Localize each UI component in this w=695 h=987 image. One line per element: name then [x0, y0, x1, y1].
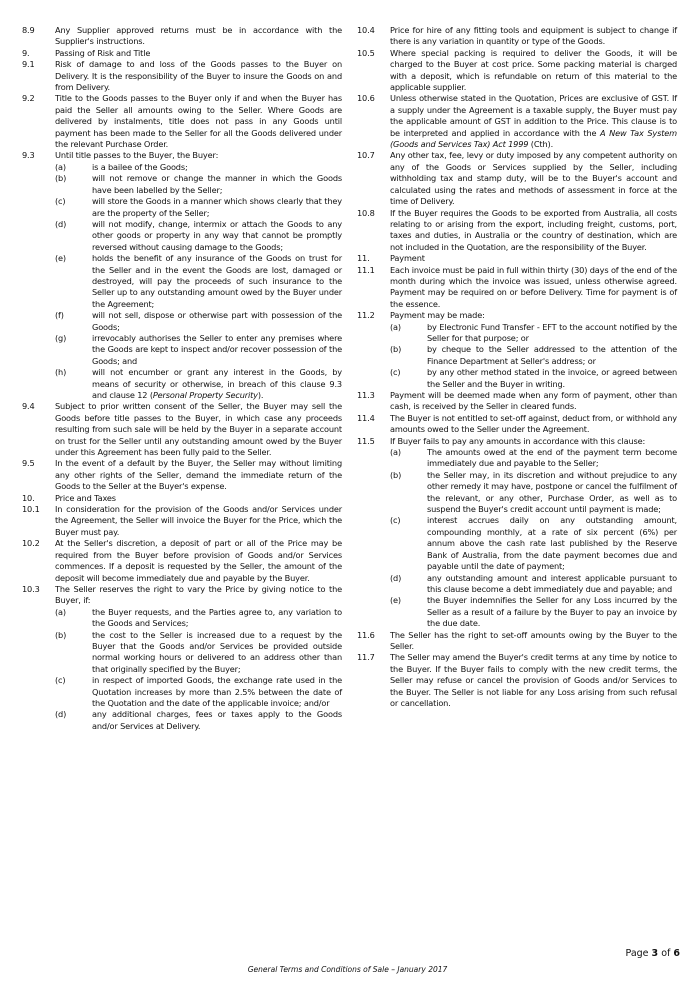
clause-text: Title to the Goods passes to the Buyer only if and when the Buyer has paid the Seller all amounts owing to the Seller. Where Goods are delivered by instalments, title does not pass in any Goods until payment has been made to the Seller for all the Goods delivered under the relevant Purchase Order. — [55, 93, 342, 150]
clause-number: 9.2 — [22, 93, 35, 104]
clause — [22, 59, 342, 93]
clause — [357, 150, 677, 207]
clause-text: Subject to prior written consent of the Seller, the Buyer may sell the Goods before title passes to the Buyer, in which case any proceeds resulting from such sale will be held by the Buyer in a separate account on trust for the Seller until any outstanding amount owed by the Buyer under this Agreement has been fully paid to the Seller. — [55, 401, 342, 458]
clause-number: 10. — [22, 492, 35, 503]
clause-number: 9.4 — [22, 401, 35, 412]
sub-clause — [22, 333, 342, 367]
clause-number: (g) — [55, 332, 67, 343]
clause — [22, 150, 342, 161]
clause-number: 9. — [22, 47, 30, 58]
clause-text: Payment may be made: — [390, 310, 485, 321]
clause-text: will not modify, change, intermix or attach the Goods to any other goods or property in any way that cannot be promptly reversed without causing damage to the Goods; — [92, 218, 342, 252]
clause-number: 9.5 — [22, 458, 35, 469]
clause — [357, 652, 677, 709]
clause-number: (c) — [390, 367, 401, 378]
sub-clause — [22, 196, 342, 219]
clause-number: (a) — [390, 321, 401, 332]
clause-text: holds the benefit of any insurance of the Goods on trust for the Seller and in the event the Goods are lost, damaged or destroyed, will pay the proceeds of such insurance to the Seller up to any outstanding amount owed by the Buyer under the Agreement; — [92, 253, 342, 309]
clause-text: the cost to the Seller is increased due to a request by the Buyer that the Goods and/or Services be provided outside normal working hours or delivered to an address other than that originally specified by the Buyer; — [92, 629, 342, 674]
clause-text: The Seller has the right to set-off amounts owing by the Buyer to the Seller. — [390, 629, 677, 651]
clause-number: (d) — [390, 572, 402, 583]
clause-text: Passing of Risk and Title — [55, 47, 151, 58]
clause-text: If Buyer fails to pay any amounts in accordance with this clause: — [390, 435, 646, 446]
sub-clause — [22, 310, 342, 333]
clause-number: 10.7 — [357, 150, 375, 161]
clause — [357, 436, 677, 447]
clause-number: 10.5 — [357, 47, 375, 58]
clause-number: 11.5 — [357, 435, 375, 446]
clause-number: 11.1 — [357, 264, 375, 275]
clause-text: irrevocably authorises the Seller to enter any premises where the Goods are kept to inspect and/or recover possession of the Goods; and — [92, 332, 342, 366]
clause-number: 10.8 — [357, 207, 375, 218]
sub-clause — [357, 515, 677, 572]
clause-text: the Buyer indemnifies the Seller for any Loss incurred by the Seller as a result of a failure by the Buyer to pay an invoice by the due date. — [427, 595, 677, 629]
clause-text: The amounts owed at the end of the payment term become immediately due and payable to the Seller; — [427, 447, 677, 469]
clause — [357, 630, 677, 653]
clause — [357, 93, 677, 150]
clause-text: Risk of damage to and loss of the Goods passes to the Buyer on Delivery. It is the responsibility of the Buyer to insure the Goods on and from Delivery. — [55, 59, 342, 93]
right-column — [357, 25, 677, 709]
clause-number: (d) — [55, 709, 67, 720]
clause-text: by any other method stated in the invoice, or agreed between the Seller and the Buyer in writing. — [427, 367, 677, 389]
clause-text: Where special packing is required to deliver the Goods, it will be charged to the Buyer at cost price. Some packing material is charged with a deposit, which is refundable on return of this material to the applicable supplier. — [390, 47, 677, 93]
clause-text: The Seller may amend the Buyer's credit terms at any time by notice to the Buyer. If the Buyer fails to comply with the new credit terms, the Seller may refuse or cancel the provision of Goods and/or Services to the Buyer. The Seller is not liable for any Loss arising from such refusal or cancellation. — [390, 652, 677, 708]
clause-number: (b) — [55, 173, 67, 184]
clause-text: will not remove or change the manner in which the Goods have been labelled by the Seller; — [92, 173, 342, 195]
clause — [22, 401, 342, 458]
clause-text: is a bailee of the Goods; — [92, 161, 188, 172]
sub-clause — [22, 675, 342, 709]
clause-number: (c) — [55, 196, 66, 207]
clause — [357, 390, 677, 413]
clause — [357, 265, 677, 311]
sub-clause — [22, 630, 342, 676]
clause — [22, 584, 342, 607]
clause-number: (d) — [55, 218, 67, 229]
clause-text: the Seller may, in its discretion and without prejudice to any other remedy it may have, postpone or cancel the fulfilment of the relevant, or any other, Purchase Order, as well as to suspend the Buyer's credit account until payment is made; — [427, 469, 677, 515]
clause-text: Price for hire of any fitting tools and equipment is subject to change if there is any variation in quantity or type of the Goods. — [390, 25, 677, 47]
clause — [22, 504, 342, 538]
clause — [357, 310, 677, 321]
clause-text: In the event of a default by the Buyer, the Seller may without limiting any other rights of the Seller, demand the immediate return of the Goods to the Seller at the Buyer's expense. — [55, 458, 342, 492]
clause-number: (h) — [55, 367, 67, 378]
clause-text: any additional charges, fees or taxes apply to the Goods and/or Services at Delivery. — [92, 709, 342, 731]
clause-text: Any Supplier approved returns must be in accordance with the Supplier's instructions. — [55, 25, 342, 47]
sub-clause — [357, 367, 677, 390]
sub-clause — [357, 595, 677, 629]
clause-text: Any other tax, fee, levy or duty imposed by any competent authority on any of the Goods or Services supplied by the Seller, including withholding tax and stamp duty, will be to the Buyer's account and calculated using the rates and methods of assessment in force at the time of Delivery. — [390, 150, 677, 207]
clause-number: 11.3 — [357, 390, 375, 400]
clause-number: 11.2 — [357, 310, 375, 321]
document-footer: General Terms and Conditions of Sale – January 2017 — [247, 965, 448, 974]
clause — [22, 538, 342, 584]
clause-number: (e) — [55, 253, 66, 264]
sub-clause — [22, 709, 342, 732]
clause-number: (a) — [55, 606, 66, 617]
clause-text: Payment — [390, 253, 425, 264]
clause-text: If the Buyer requires the Goods to be exported from Australia, all costs relating to or arising from the export, including freight, customs, port, taxes and duties, in Australia or the country of destination, which are not included in the Quotation, are the responsibility of the Buyer. — [390, 207, 677, 252]
sub-clause — [22, 219, 342, 253]
clause-number: 10.2 — [22, 538, 40, 549]
sub-clause — [22, 367, 342, 401]
clause-text: Unless otherwise stated in the Quotation, Prices are exclusive of GST. If a supply under the Agreement is a taxable supply, the Buyer must pay the applicable amount of GST in addition to the Price. This clause is to be interpreted and applied in accordance with the A New Tax System (Goods and Services Tax) Act 1999 (Cth). — [390, 93, 678, 150]
sub-clause — [22, 162, 342, 173]
clause-number: (a) — [390, 447, 401, 458]
clause-text: will store the Goods in a manner which shows clearly that they are the property of the Seller; — [92, 196, 342, 218]
clause-number: (f) — [55, 310, 64, 321]
clause-text: The Seller reserves the right to vary the Price by giving notice to the Buyer, if: — [55, 583, 342, 606]
clause-text: The Buyer is not entitled to set-off against, deduct from, or withhold any amounts owed to the Seller under the Agreement. — [390, 412, 677, 435]
clause-number: 11.6 — [357, 629, 375, 640]
clause — [22, 458, 342, 492]
clause-text: in respect of imported Goods, the exchange rate used in the Quotation increases by more than 2.5% between the date of the Quotation and the date of the applicable invoice; and/or — [92, 675, 342, 708]
clause — [22, 25, 342, 48]
clause-number: 11.4 — [357, 412, 375, 423]
clause-number: (c) — [390, 515, 401, 526]
sub-clause — [357, 322, 677, 345]
clause — [357, 253, 677, 264]
clause-number: (e) — [390, 595, 401, 606]
clause-text: interest accrues daily on any outstanding amount, compounding monthly, at a rate of six percent (6%) per annum above the cash rate last published by the Reserve Bank of Australia, from the date payment becomes due and payable until the date of payment; — [427, 515, 677, 572]
clause-text: At the Seller's discretion, a deposit of part or all of the Price may be required from the Buyer before provision of Goods and/or Services commences. If a deposit is requested by the Seller, the amount of the deposit will become immediately due and payable by the Buyer. — [55, 538, 342, 583]
clause — [357, 413, 677, 436]
clause-number: (c) — [55, 675, 66, 686]
clause-number: 8.9 — [22, 25, 35, 35]
clause-text: Each invoice must be paid in full within thirty (30) days of the end of the month during which the invoice was issued, unless otherwise agreed. Payment may be required on or before Delivery. Time for payment is of the essence. — [390, 264, 677, 309]
clause-number: (b) — [55, 629, 67, 640]
sub-clause — [357, 470, 677, 516]
sub-clause — [22, 173, 342, 196]
clause — [357, 208, 677, 254]
clause-text: Until title passes to the Buyer, the Buyer: — [55, 150, 219, 161]
sub-clause — [357, 573, 677, 596]
page-number: Page 3 of 6 — [625, 948, 680, 959]
clause — [22, 48, 342, 59]
sub-clause — [357, 447, 677, 470]
clause-text: the Buyer requests, and the Parties agree to, any variation to the Goods and Services; — [92, 606, 342, 629]
left-column — [22, 25, 342, 732]
sub-clause — [357, 344, 677, 367]
clause — [22, 493, 342, 504]
clause — [357, 25, 677, 48]
clause-text: Payment will be deemed made when any form of payment, other than cash, is received by the Seller in cleared funds. — [390, 390, 677, 412]
clause-text: will not sell, dispose or otherwise part with possession of the Goods; — [92, 310, 342, 332]
clause-text: will not encumber or grant any interest in the Goods, by means of security or otherwise, in breach of this clause 9.3 and clause 12 (Personal Property Security). — [92, 367, 342, 400]
clause-text: any outstanding amount and interest applicable pursuant to this clause become a debt immediately due and payable; and — [427, 572, 677, 594]
sub-clause — [22, 253, 342, 310]
clause-number: 11.7 — [357, 652, 375, 663]
clause — [357, 48, 677, 94]
clause-number: 9.3 — [22, 150, 35, 161]
clause-number: 9.1 — [22, 59, 35, 70]
clause-number: (b) — [390, 469, 402, 480]
sub-clause — [22, 607, 342, 630]
clause-number: 10.1 — [22, 504, 40, 515]
clause-number: 10.6 — [357, 93, 375, 104]
clause-number: 11. — [357, 253, 370, 264]
clause-number: (b) — [390, 344, 402, 355]
clause-text: In consideration for the provision of the Goods and/or Services under the Agreement, the Seller will invoice the Buyer for the Price, which the Buyer must pay. — [55, 504, 342, 537]
clause-number: 10.3 — [22, 583, 40, 594]
clause-number: 10.4 — [357, 25, 375, 35]
clause-text: Price and Taxes — [55, 492, 116, 503]
clause-text: by cheque to the Seller addressed to the attention of the Finance Department at Seller's address; or — [427, 344, 677, 366]
clause — [22, 93, 342, 150]
clause-text: by Electronic Fund Transfer - EFT to the account notified by the Seller for that purpose; or — [427, 321, 677, 343]
clause-number: (a) — [55, 161, 66, 172]
